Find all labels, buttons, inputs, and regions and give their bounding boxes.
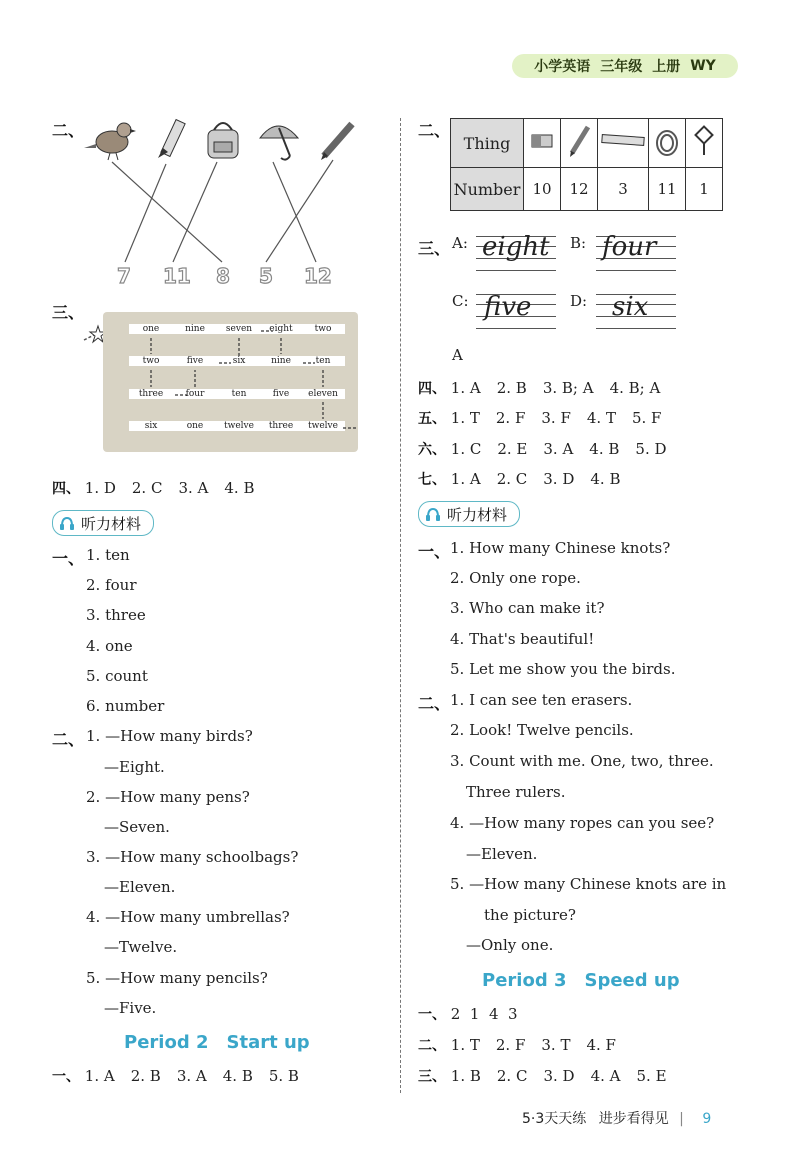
maze-cell: five — [259, 389, 303, 399]
dialogue-question: 4. —How many umbrellas? — [86, 908, 290, 926]
p2-s1-row — [52, 1066, 299, 1086]
answer: 4. B — [590, 470, 621, 488]
answer: 4. T — [586, 409, 616, 427]
right-s4-label: 四、 — [418, 381, 446, 397]
listening-line: 5. count — [86, 667, 148, 685]
chinese-knot-icon — [686, 119, 723, 168]
answer: 5. D — [635, 440, 667, 458]
maze-cell: three — [259, 421, 303, 431]
maze-cell: ten — [217, 389, 261, 399]
header-grade: 三年级 — [600, 59, 643, 75]
maze-cell: four — [173, 389, 217, 399]
answer: 2. F — [495, 409, 526, 427]
footer-brand: 5·3天天练 — [522, 1111, 587, 1127]
right-s6-label: 六、 — [418, 442, 446, 458]
maze-cell: ten — [301, 356, 345, 366]
listening-line: 4. one — [86, 637, 133, 655]
listening-line: 1. ten — [86, 546, 130, 564]
listening-line: 6. number — [86, 697, 165, 715]
answer: 4. F — [586, 1036, 616, 1054]
listening-line: 1. I can see ten erasers. — [450, 691, 633, 709]
period2-heading — [124, 1032, 328, 1053]
page-number: 9 — [702, 1111, 712, 1127]
matching-lines — [112, 160, 333, 262]
right-l1-label: 一、 — [418, 542, 451, 561]
right-s4-row — [418, 378, 660, 398]
pen-icon — [158, 120, 185, 158]
left-s3-label: 三、 — [52, 303, 85, 322]
right-l2-label: 二、 — [418, 694, 451, 713]
table-cell: 10 — [524, 168, 561, 211]
answer: 3. A — [178, 479, 209, 497]
answer: 2. C — [496, 1067, 528, 1085]
right-s5-row — [418, 408, 661, 428]
umbrella-icon — [260, 126, 298, 160]
table-header-thing: Thing — [451, 119, 524, 168]
right-s5-label: 五、 — [418, 411, 446, 427]
answer: 1. T — [450, 409, 480, 427]
p3-s1-label: 一、 — [418, 1007, 446, 1023]
period2-title: Period 2 — [124, 1032, 209, 1053]
dialogue-question: 2. —How many pens? — [86, 788, 250, 806]
maze-cell: seven — [217, 324, 261, 334]
maze-cell: eight — [259, 324, 303, 334]
dialogue-question: 3. —How many schoolbags? — [86, 848, 299, 866]
pencil-icon — [561, 119, 598, 168]
answer: 3. F — [541, 409, 571, 427]
answer: 5. F — [631, 409, 662, 427]
maze-cell: twelve — [217, 421, 261, 431]
right-s7-row — [418, 469, 620, 489]
maze-cell: nine — [173, 324, 217, 334]
dialogue-question: 5. —How many pencils? — [86, 969, 268, 987]
left-l2-label: 二、 — [52, 730, 85, 749]
answer: 1. B — [450, 1067, 481, 1085]
listening-line: 5. Let me show you the birds. — [450, 660, 676, 678]
writing-word: eight — [482, 232, 550, 262]
maze-cell: two — [129, 356, 173, 366]
table-cell: 11 — [649, 168, 686, 211]
answer: 5. E — [636, 1067, 667, 1085]
table-cell: 1 — [686, 168, 723, 211]
left-s2-label: 二、 — [52, 121, 85, 140]
answer: 4. B — [589, 440, 620, 458]
answer: 3. A — [543, 440, 574, 458]
answer: 1. C — [450, 440, 482, 458]
right-s7-label: 七、 — [418, 472, 446, 488]
answer: 2 1 4 3 — [450, 1005, 518, 1023]
header-edition: WY — [690, 58, 716, 74]
match-number: 7 — [117, 264, 131, 288]
match-number: 11 — [163, 264, 191, 288]
listening-tag-text: 听力材料 — [81, 514, 142, 533]
p3-s3-row — [418, 1066, 667, 1086]
dialogue-question: 1. —How many birds? — [86, 727, 253, 745]
p3-s3-label: 三、 — [418, 1069, 446, 1085]
listening-line: 4. —How many ropes can you see? — [450, 814, 715, 832]
s3-tail: A — [452, 346, 463, 364]
maze-cell: two — [301, 324, 345, 334]
footer-slogan: 进步看得见 — [598, 1111, 669, 1127]
maze-path — [103, 312, 358, 452]
table-cell: 12 — [561, 168, 598, 211]
listening-line: 5. —How many Chinese knots are in — [450, 875, 727, 893]
maze-cell: nine — [259, 356, 303, 366]
left-s4-row — [52, 478, 254, 498]
writing-word: four — [602, 232, 657, 262]
answer: 2. B — [130, 1067, 161, 1085]
writing-letter: C: — [452, 292, 469, 310]
answer: 4. A — [590, 1067, 621, 1085]
right-s2-label: 二、 — [418, 121, 451, 140]
period3-heading — [482, 970, 698, 991]
answer: 3. D — [543, 1067, 575, 1085]
dialogue-answer: —Eleven. — [104, 878, 176, 896]
listening-line: Three rulers. — [466, 783, 566, 801]
answer: 2. B — [496, 379, 527, 397]
writing-letter: B: — [570, 234, 587, 252]
left-s4-label: 四、 — [52, 481, 80, 497]
answer: 4. B — [222, 1067, 253, 1085]
right-s6-row — [418, 439, 667, 459]
listening-line: —Eleven. — [466, 845, 538, 863]
schoolbag-icon — [208, 123, 238, 158]
listening-line: the picture? — [484, 906, 576, 924]
writing-word: six — [612, 292, 649, 322]
period3-sub: Speed up — [584, 970, 680, 991]
table-header-number: Number — [451, 168, 524, 211]
period2-sub: Start up — [226, 1032, 310, 1053]
match-number: 8 — [216, 264, 230, 288]
answer: 3. B; A — [542, 379, 594, 397]
answer: 1. A — [450, 470, 481, 488]
headphones-icon — [59, 515, 75, 531]
p3-s2-row — [418, 1035, 616, 1055]
bird-icon — [84, 123, 136, 160]
eraser-icon — [524, 119, 561, 168]
pencil-icon — [321, 124, 352, 160]
answer: 2. C — [131, 479, 163, 497]
column-divider — [400, 118, 401, 1093]
maze-cell: five — [173, 356, 217, 366]
listening-line: 2. Only one rope. — [450, 569, 581, 587]
match-number: 5 — [259, 264, 273, 288]
header-volume: 上册 — [652, 59, 681, 75]
answer: 1. D — [84, 479, 116, 497]
p3-s2-label: 二、 — [418, 1038, 446, 1054]
answer: 3. T — [541, 1036, 571, 1054]
answer: 2. E — [497, 440, 528, 458]
maze-cell: three — [129, 389, 173, 399]
dialogue-answer: —Seven. — [104, 818, 170, 836]
footer: 5·3天天练 进步看得见 | 9 — [522, 1111, 712, 1127]
answer: 2. C — [496, 470, 528, 488]
answer: 4. B; A — [609, 379, 661, 397]
answer: 4. B — [224, 479, 255, 497]
writing-letter: A: — [452, 234, 468, 252]
listening-line: 3. Who can make it? — [450, 599, 605, 617]
match-number: 12 — [304, 264, 332, 288]
p3-s1-row — [418, 1004, 518, 1024]
thing-number-table — [450, 118, 723, 211]
dialogue-answer: —Eight. — [104, 758, 165, 776]
listening-tag-left — [52, 510, 154, 536]
number-maze — [103, 312, 358, 452]
writing-letter: D: — [570, 292, 588, 310]
matching-picture — [80, 112, 380, 287]
answer: 3. A — [176, 1067, 207, 1085]
listening-line: 3. three — [86, 606, 146, 624]
maze-cell: one — [173, 421, 217, 431]
answer: 1. A — [450, 379, 481, 397]
answer: 1. A — [84, 1067, 115, 1085]
dialogue-answer: —Twelve. — [104, 938, 178, 956]
maze-cell: twelve — [301, 421, 345, 431]
maze-cell: six — [129, 421, 173, 431]
right-s3-label: 三、 — [418, 239, 451, 258]
left-l1-label: 一、 — [52, 549, 85, 568]
answer: 2. F — [495, 1036, 526, 1054]
maze-cell: eleven — [301, 389, 345, 399]
table-cell: 3 — [598, 168, 649, 211]
listening-line: —Only one. — [466, 936, 554, 954]
header-subject: 小学英语 — [534, 59, 591, 75]
answer: 3. D — [543, 470, 575, 488]
maze-cell: six — [217, 356, 261, 366]
writing-word: five — [484, 292, 532, 322]
listening-tag-right — [418, 501, 520, 527]
headphones-icon — [425, 506, 441, 522]
ruler-icon — [598, 119, 649, 168]
listening-line: 3. Count with me. One, two, three. — [450, 752, 714, 770]
maze-cell: one — [129, 324, 173, 334]
listening-line: 1. How many Chinese knots? — [450, 539, 671, 557]
listening-line: 2. Look! Twelve pencils. — [450, 721, 634, 739]
listening-line: 2. four — [86, 576, 137, 594]
header-pill — [512, 54, 738, 78]
dialogue-answer: —Five. — [104, 999, 157, 1017]
answer: 1. T — [450, 1036, 480, 1054]
listening-tag-text: 听力材料 — [447, 505, 508, 524]
answer: 5. B — [268, 1067, 299, 1085]
rope-icon — [649, 119, 686, 168]
period3-title: Period 3 — [482, 970, 567, 991]
p2-s1-label: 一、 — [52, 1069, 80, 1085]
listening-line: 4. That's beautiful! — [450, 630, 595, 648]
